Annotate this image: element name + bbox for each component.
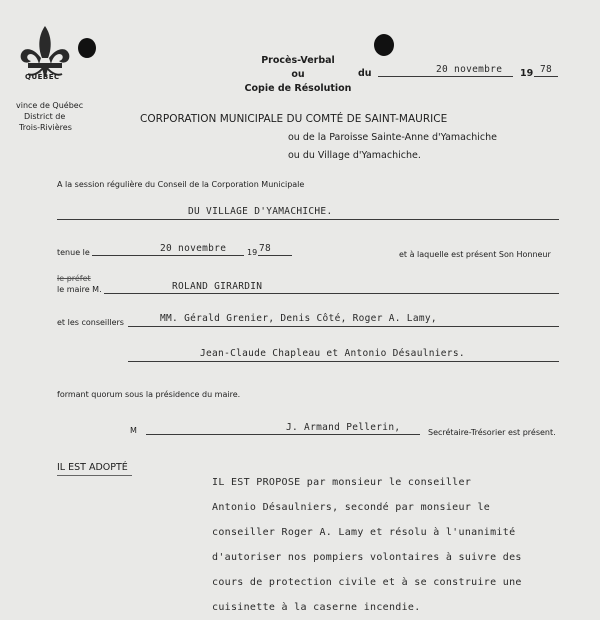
jurisdiction-province: vince de Québec — [16, 101, 84, 110]
conseillers-rule-2 — [128, 361, 559, 362]
year-value: 78 — [540, 64, 553, 75]
tenue-label: tenue le — [57, 248, 90, 257]
date-value: 20 novembre — [436, 64, 503, 75]
resolution-line: d'autoriser nos pompiers volontaires à suivre des — [212, 552, 522, 563]
secretary-prefix: M — [130, 426, 137, 435]
jurisdiction-block — [16, 100, 83, 133]
date-rule — [378, 76, 513, 77]
year-prefix: 19 — [520, 68, 534, 79]
quorum-text: formant quorum sous la présidence du maire. — [57, 390, 241, 399]
corporation-rule — [57, 219, 559, 220]
tenue-date-value: 20 novembre — [160, 243, 227, 254]
conseillers-rule-1 — [128, 326, 559, 327]
conseillers-line-1: MM. Gérald Grenier, Denis Côté, Roger A. Lamy, — [160, 313, 437, 324]
jurisdiction-district: District de — [24, 112, 66, 121]
conseillers-line-2: Jean-Claude Chapleau et Antonio Désaulniers. — [200, 348, 465, 359]
tenue-date-rule — [92, 255, 244, 256]
logo-wordmark: QUÉBEC — [25, 73, 60, 81]
ink-blot — [78, 38, 96, 58]
resolution-line: Antonio Désaulniers, secondé par monsieur le — [212, 502, 491, 513]
corporation-alt-parish: ou de la Paroisse Sainte-Anne d'Yamachiche — [288, 132, 497, 143]
secretary-value: J. Armand Pellerin, — [286, 422, 401, 433]
corporation-value: DU VILLAGE D'YAMACHICHE. — [188, 206, 333, 217]
resolution-line: cours de protection civile et à se construire une — [212, 577, 522, 588]
tenue-year-value: 78 — [259, 243, 272, 254]
adopted-underline — [57, 475, 132, 476]
year-rule — [534, 76, 558, 77]
document-type-heading — [228, 54, 368, 96]
tenue-year-rule — [258, 255, 292, 256]
secretary-suffix: Secrétaire-Trésorier est présent. — [428, 428, 556, 437]
ink-blot — [374, 34, 394, 56]
doc-type-line-1: Procès-Verbal — [261, 55, 335, 66]
resolution-body — [212, 470, 522, 620]
jurisdiction-city: Trois-Rivières — [19, 123, 72, 132]
secretary-rule — [146, 434, 420, 435]
resolution-line: IL EST PROPOSE par monsieur le conseiller — [212, 477, 472, 488]
corporation-name: CORPORATION MUNICIPALE DU COMTÉ DE SAINT-MAURICE — [140, 113, 448, 125]
resolution-line: cuisinette à la caserne incendie. — [212, 602, 421, 613]
adopted-heading: IL EST ADOPTÉ — [57, 462, 128, 473]
tenue-year-prefix: 19 — [247, 248, 258, 257]
maire-rule — [104, 293, 559, 294]
present-label: et à laquelle est présent Son Honneur — [399, 250, 551, 259]
doc-type-line-3: Copie de Résolution — [244, 83, 352, 94]
resolution-line: conseiller Roger A. Lamy et résolu à l'unanimité — [212, 527, 516, 538]
corporation-alt-village: ou du Village d'Yamachiche. — [288, 150, 421, 161]
maire-value: ROLAND GIRARDIN — [172, 281, 263, 292]
prefet-label-struck: le préfet — [57, 274, 91, 283]
doc-type-line-2: ou — [291, 69, 305, 80]
maire-label: le maire M. — [57, 285, 102, 294]
session-intro: A la session régulière du Conseil de la Corporation Municipale — [57, 180, 305, 189]
date-label: du — [358, 68, 372, 79]
conseillers-label: et les conseillers — [57, 318, 124, 327]
